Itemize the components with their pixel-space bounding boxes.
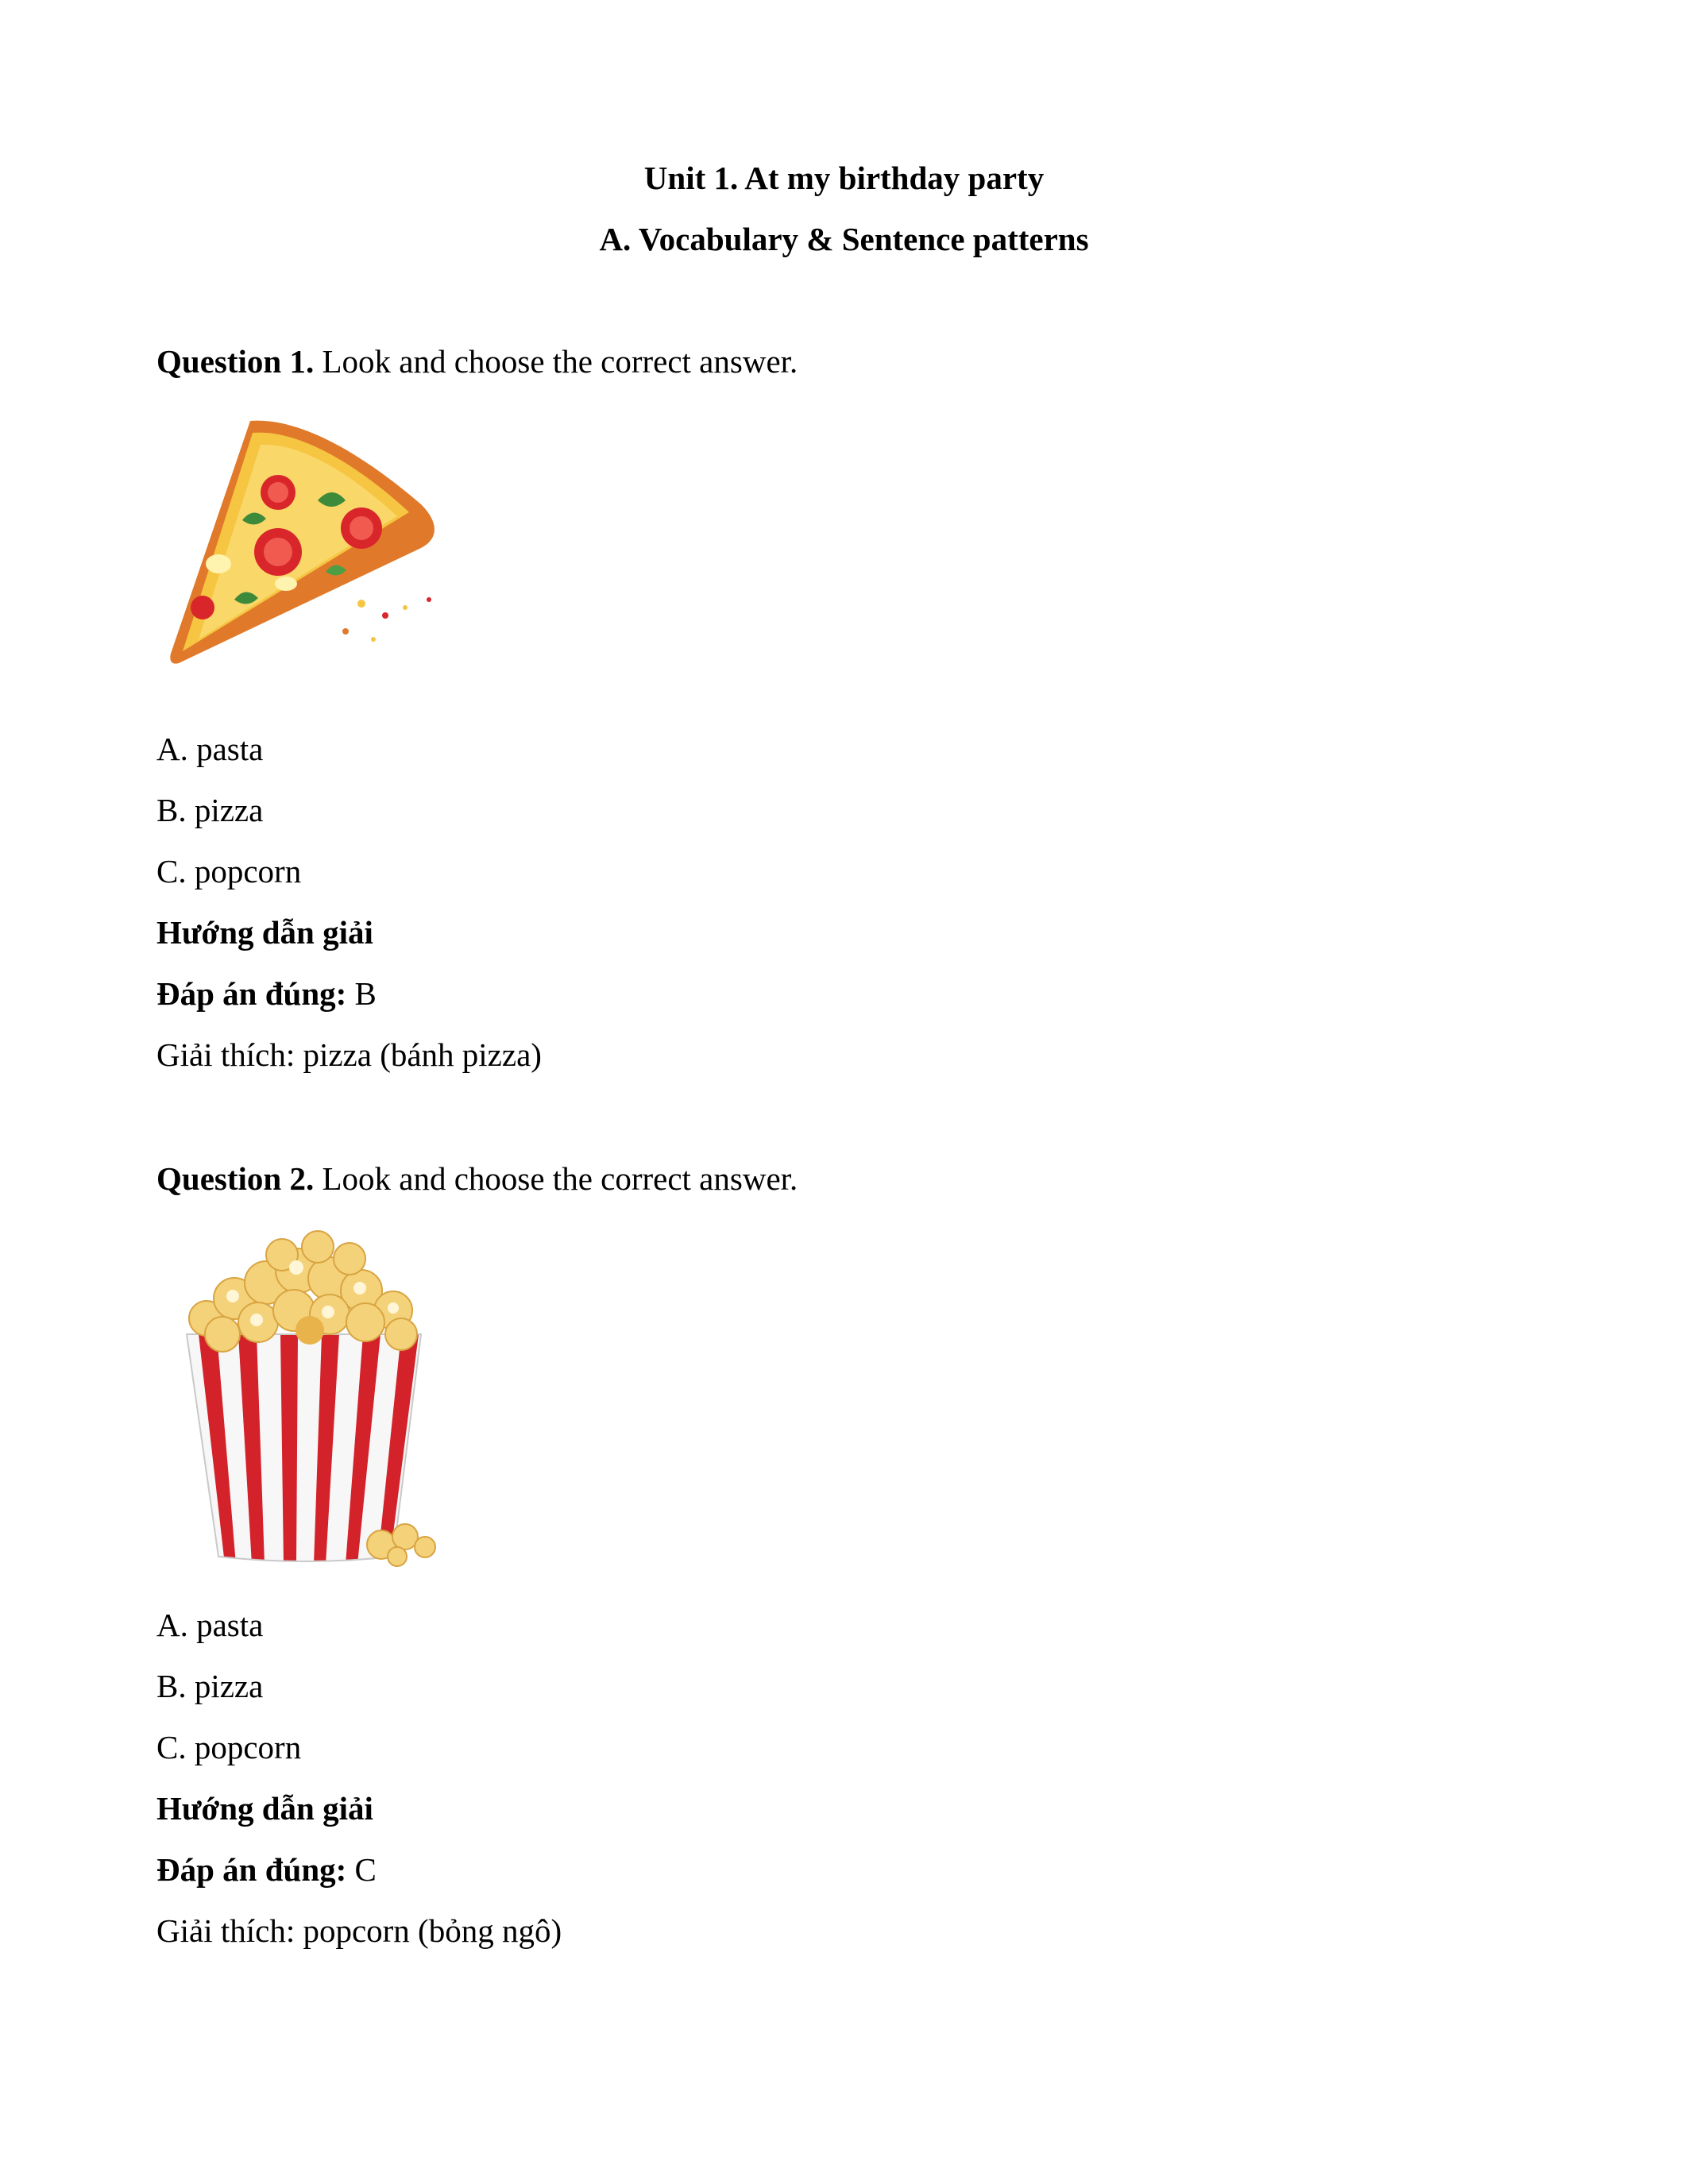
question-2-answer-value: C [346, 1851, 377, 1888]
question-2-answer [156, 1850, 377, 1889]
question-2-answer-label: Đáp án đúng: [156, 1851, 347, 1888]
question-2-option-c: C. popcorn [156, 1729, 302, 1765]
question-1-heading [156, 342, 798, 380]
question-2-option-a: A. pasta [156, 1607, 264, 1643]
question-2-heading [156, 1160, 798, 1198]
question-1-label: Question 1. [156, 343, 315, 380]
question-1-option-c: C. popcorn [156, 853, 302, 889]
question-1-guide-label: Hướng dẫn giải [156, 914, 373, 951]
question-1-answer-label: Đáp án đúng: [156, 975, 347, 1012]
question-2-label: Question 2. [156, 1160, 315, 1197]
question-1-option-b: B. pizza [156, 792, 264, 828]
question-1-answer [156, 974, 377, 1013]
question-1-prompt: Look and choose the correct answer. [314, 343, 798, 380]
question-2-explanation: Giải thích: popcorn (bỏng ngô) [156, 1912, 562, 1949]
question-2-guide-label: Hướng dẫn giải [156, 1790, 373, 1827]
page-title: Unit 1. At my birthday party [643, 160, 1045, 196]
question-2-prompt: Look and choose the correct answer. [314, 1160, 798, 1197]
popcorn-bucket-icon [163, 1223, 449, 1572]
question-1-explanation: Giải thích: pizza (bánh pizza) [156, 1036, 542, 1073]
page-subtitle: A. Vocabulary & Sentence patterns [599, 221, 1089, 257]
pizza-slice-icon [167, 413, 469, 667]
question-1-answer-value: B [346, 975, 377, 1012]
question-1-option-a: A. pasta [156, 731, 264, 767]
question-2-option-b: B. pizza [156, 1668, 264, 1704]
